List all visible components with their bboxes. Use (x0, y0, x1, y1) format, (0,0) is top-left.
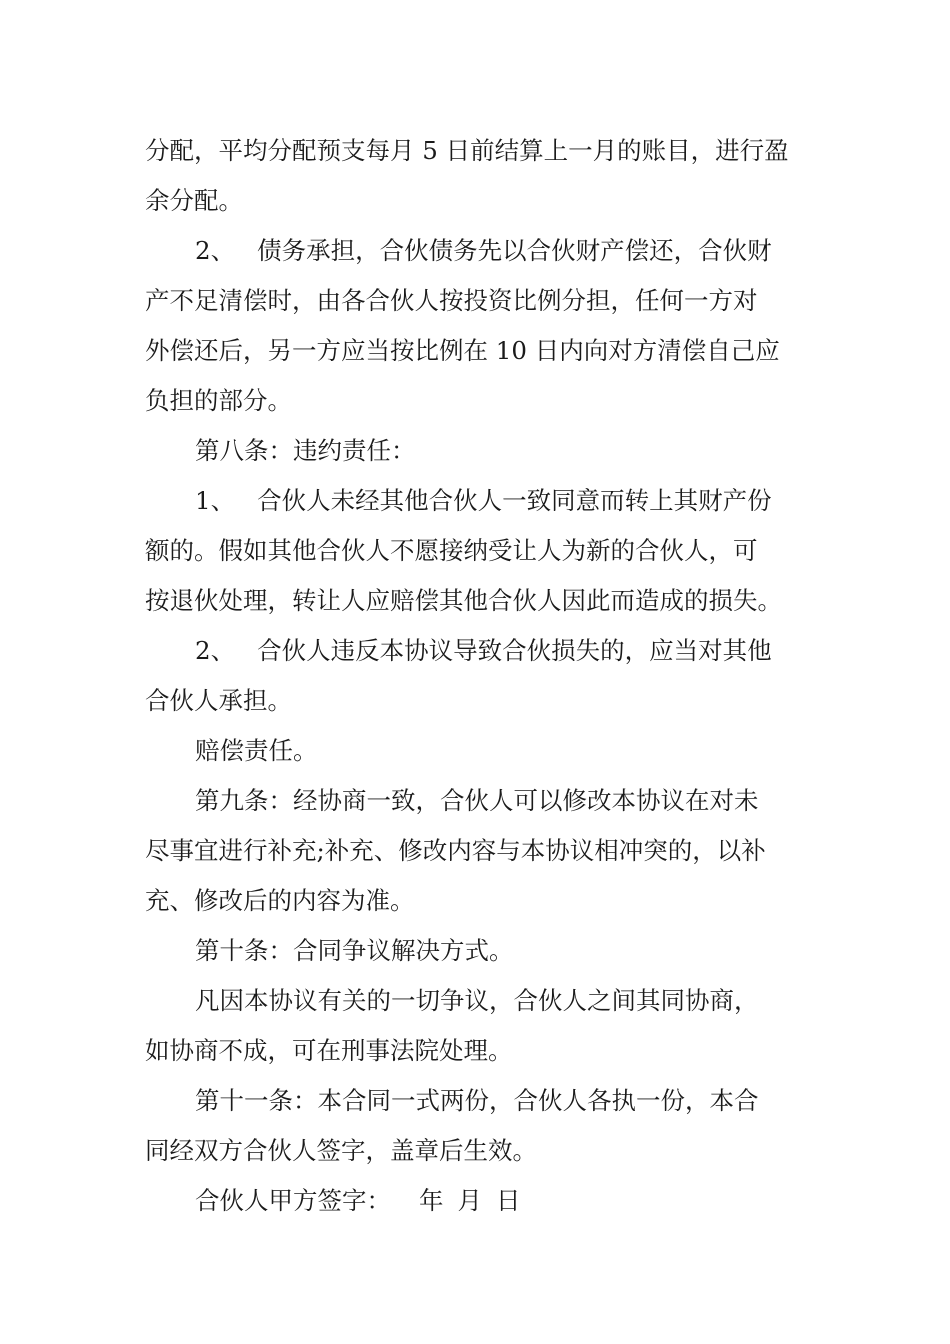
signature-line (195, 1181, 825, 1221)
text-line: 赔偿责任。 (195, 736, 318, 765)
text-line (195, 481, 825, 521)
text-line (195, 231, 825, 271)
list-number: 2、 (195, 236, 236, 265)
section-heading: 第九条：经协商一致，合伙人可以修改本协议在对未 (195, 786, 759, 815)
text-line: 额的。假如其他合伙人不愿接纳受让人为新的合伙人，可 (145, 536, 758, 565)
text-line: 按退伙处理，转让人应赔偿其他合伙人因此而造成的损失。 (145, 586, 782, 615)
section-heading: 第十一条：本合同一式两份，合伙人各执一份，本合 (195, 1086, 759, 1115)
text-line (195, 631, 825, 671)
text-line: 尽事宜进行补充;补充、修改内容与本协议相冲突的，以补 (145, 836, 766, 865)
section-heading: 第八条：违约责任： (195, 436, 416, 465)
text-line: 负担的部分。 (145, 386, 292, 415)
date-month-label: 月 (457, 1186, 482, 1215)
text-line: 余分配。 (145, 186, 243, 215)
clause-text: 合伙人违反本协议导致合伙损失的，应当对其他 (257, 636, 772, 665)
text-line: 凡因本协议有关的一切争议，合伙人之间其同协商， (195, 986, 759, 1015)
list-number: 1、 (195, 486, 236, 515)
list-number: 2、 (195, 636, 236, 665)
date-day-label: 日 (496, 1186, 521, 1215)
text-line: 分配，平均分配预支每月 5 日前结算上一月的账目，进行盈 (145, 136, 789, 165)
section-heading: 第十条：合同争议解决方式。 (195, 936, 514, 965)
text-line: 充、修改后的内容为准。 (145, 886, 415, 915)
signature-label: 合伙人甲方签字： (195, 1186, 391, 1215)
text-line: 外偿还后，另一方应当按比例在 10 日内向对方清偿自己应 (145, 336, 780, 365)
clause-text: 债务承担，合伙债务先以合伙财产偿还，合伙财 (257, 236, 772, 265)
clause-text: 合伙人未经其他合伙人一致同意而转上其财产份 (257, 486, 772, 515)
text-line: 合伙人承担。 (145, 686, 292, 715)
text-line: 如协商不成，可在刑事法院处理。 (145, 1036, 513, 1065)
text-line: 同经双方合伙人签字，盖章后生效。 (145, 1136, 537, 1165)
text-line: 产不足清偿时，由各合伙人按投资比例分担，任何一方对 (145, 286, 758, 315)
date-year-label: 年 (419, 1186, 444, 1215)
